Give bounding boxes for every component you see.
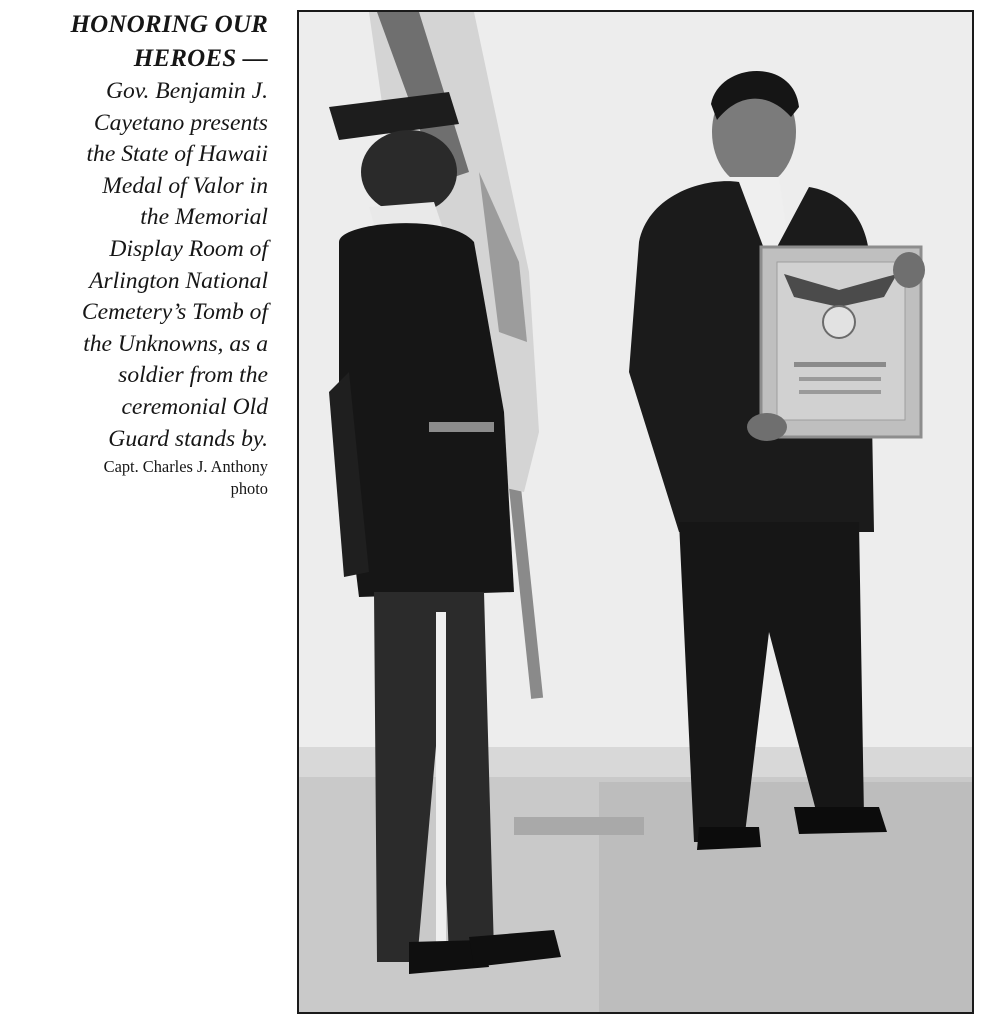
caption-line: Cemetery’s Tomb of <box>81 299 268 326</box>
caption-line: Display Room of <box>109 235 268 262</box>
caption-line: Cayetano presents <box>93 109 268 136</box>
caption-headline <box>0 8 268 76</box>
floor-rug <box>599 782 972 1012</box>
photo-illustration <box>299 12 972 1012</box>
photo-credit <box>0 456 268 500</box>
caption-line: soldier from the <box>118 362 268 389</box>
caption-line: Arlington National <box>89 267 268 294</box>
caption-line: the Unknowns, as a <box>83 330 268 357</box>
caption-line: Medal of Valor in <box>102 172 268 199</box>
headline-line: HONORING OUR <box>70 11 268 38</box>
headline-line: HEROES — <box>133 45 268 72</box>
caption-body <box>0 76 268 455</box>
floor-vent <box>514 817 644 835</box>
caption-line: Guard stands by. <box>108 425 268 452</box>
credit-line: Capt. Charles J. Anthony <box>103 457 268 477</box>
news-photo <box>297 10 974 1014</box>
caption-line: ceremonial Old <box>121 393 268 420</box>
credit-line: photo <box>230 479 268 499</box>
photo-caption <box>0 8 268 500</box>
caption-line: the State of Hawaii <box>86 141 268 168</box>
caption-line: the Memorial <box>140 204 268 231</box>
caption-line: Gov. Benjamin J. <box>105 78 268 104</box>
medal-of-valor-plaque <box>747 247 925 441</box>
